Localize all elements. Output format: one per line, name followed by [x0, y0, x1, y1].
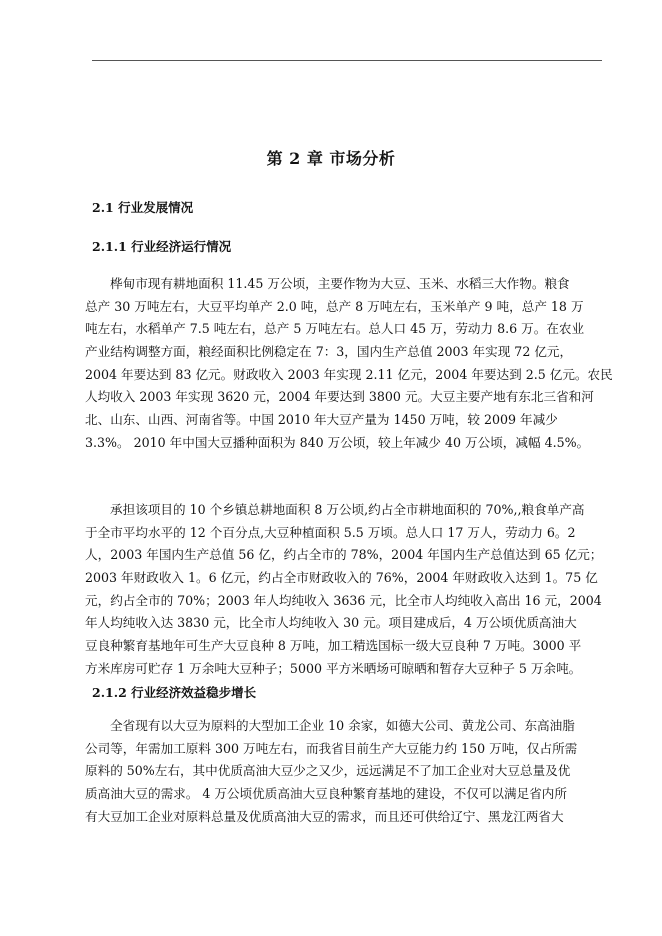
paragraph-line: 有大豆加工企业对原料总量及优质高油大豆的需求，而且还可供给辽宁、黑龙江两省大: [85, 808, 564, 824]
paragraph-line: 年人均纯收入达 3830 元，比全市人均纯收入 30 元。项目建成后，4 万公顷优质高油大: [85, 615, 577, 631]
paragraph-line: 产业结构调整方面，粮经面积比例稳定在 7：3，国内生产总值 2003 年实现 72 亿元，: [85, 344, 573, 360]
section-heading-2-1-1: 2.1.1 行业经济运行情况: [92, 239, 232, 254]
paragraph-land-area: [85, 273, 613, 455]
header-rule: [92, 60, 602, 61]
paragraph-line: 3.3%。 2010 年中国大豆播种面积为 840 万公顷，较上年减少 40 万公顷，减幅 4.5%。: [85, 434, 590, 450]
paragraph-line: 方米库房可贮存 1 万余吨大豆种子；5000 平方米晒场可晾晒和暂存大豆种子 5 万余吨。: [85, 660, 582, 676]
paragraph-line: 吨左右，水稻单产 7.5 吨左右，总产 5 万吨左右。总人口 45 万，劳动力 8.6 万。在农业: [85, 321, 585, 337]
paragraph-line: 总产 30 万吨左右，大豆平均单产 2.0 吨，总产 8 万吨左右，玉米单产 9 吨，总产 18 万: [85, 298, 584, 314]
paragraph-line: 2003 年财政收入 1。6 亿元，约占全市财政收入的 76%，2004 年财政收入达到 1。75 亿: [85, 570, 598, 586]
paragraph-line: 桦甸市现有耕地面积 11.45 万公顷，主要作物为大豆、玉米、水稻三大作物。粮食: [110, 276, 570, 291]
section-heading-2-1: 2.1 行业发展情况: [92, 200, 194, 215]
paragraph-line: 人，2003 年国内生产总值 56 亿，约占全市的 78%，2004 年国内生产总值达到 65 亿元；: [85, 547, 603, 563]
paragraph-line: 豆良种繁育基地年可生产大豆良种 8 万吨，加工精选国标一级大豆良种 7 万吨。3000 平: [85, 638, 582, 654]
paragraph-line: 于全市平均水平的 12 个百分点,大豆种植面积 5.5 万顷。总人口 17 万人，劳动力 6。2: [85, 524, 576, 540]
paragraph-processing-enterprises: [85, 715, 605, 828]
paragraph-line: 北、山东、山西、河南省等。中国 2010 年大豆产量为 1450 万吨，较 2009 年减少: [85, 412, 558, 428]
paragraph-line: 2004 年要达到 83 亿元。财政收入 2003 年实现 2.11 亿元，2004 年要达到 2.5 亿元。农民: [85, 366, 613, 382]
paragraph-line: 人均收入 2003 年实现 3620 元，2004 年要达到 3800 元。大豆主要产地有东北三省和河: [85, 389, 594, 405]
paragraph-line: 元，约占全市的 70%；2003 年人均纯收入 3636 元，比全市人均纯收入高出 16 元，2004: [85, 592, 602, 608]
paragraph-project-townships: [85, 499, 605, 681]
paragraph-line: 全省现有以大豆为原料的大型加工企业 10 余家，如德大公司、黄龙公司、东高油脂: [110, 718, 575, 733]
paragraph-line: 原料的 50%左右，其中优质高油大豆少之又少，远远满足不了加工企业对大豆总量及优: [85, 763, 571, 779]
section-heading-2-1-2: 2.1.2 行业经济效益稳步增长: [92, 685, 257, 700]
paragraph-line: 公司等，年需加工原料 300 万吨左右，而我省目前生产大豆能力约 150 万吨，仅占所需: [85, 740, 578, 756]
paragraph-line: 质高油大豆的需求。 4 万公顷优质高油大豆良种繁育基地的建设，不仅可以满足省内所: [85, 786, 567, 802]
paragraph-line: 承担该项目的 10 个乡镇总耕地面积 8 万公顷,约占全市耕地面积的 70%,,粮食单产高: [110, 502, 585, 517]
chapter-title: 第 2 章 市场分析: [266, 149, 396, 168]
